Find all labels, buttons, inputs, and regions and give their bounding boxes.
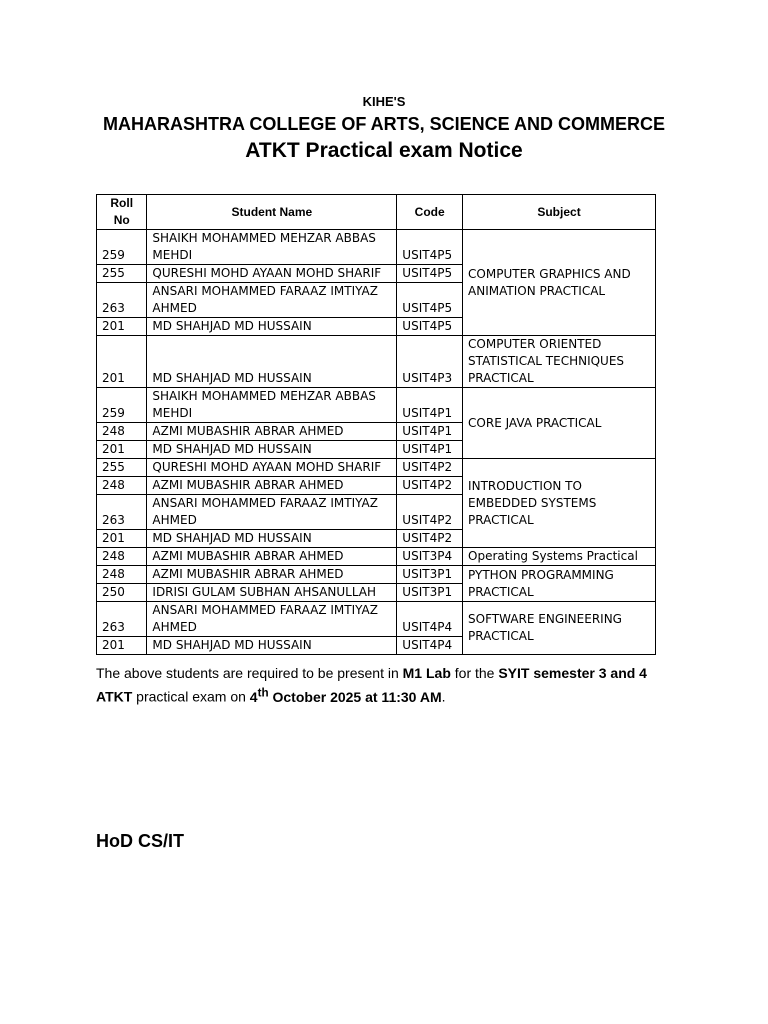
code-cell: USIT4P1 bbox=[397, 388, 463, 423]
code-cell: USIT4P5 bbox=[397, 230, 463, 265]
column-header-subject: Subject bbox=[463, 195, 656, 230]
table-row bbox=[97, 459, 656, 477]
roll-cell: 201 bbox=[97, 336, 147, 388]
name-cell: ANSARI MOHAMMED FARAAZ IMTIYAZ AHMED bbox=[147, 495, 397, 530]
subject-cell: PYTHON PROGRAMMING PRACTICAL bbox=[463, 566, 656, 602]
table-row bbox=[97, 336, 656, 388]
exam-name: SYIT semester 3 and 4 ATKT bbox=[96, 665, 647, 705]
notice-text-part: practical exam on bbox=[132, 688, 250, 705]
column-header-roll: Roll No bbox=[97, 195, 147, 230]
roll-cell: 201 bbox=[97, 441, 147, 459]
signature: HoD CS/IT bbox=[96, 831, 184, 851]
name-cell: MD SHAHJAD MD HUSSAIN bbox=[147, 336, 397, 388]
code-cell: USIT4P2 bbox=[397, 477, 463, 495]
code-cell: USIT3P1 bbox=[397, 584, 463, 602]
table-row bbox=[97, 388, 656, 423]
subject-cell: COMPUTER ORIENTED STATISTICAL TECHNIQUES PRACTICAL bbox=[463, 336, 656, 388]
roll-cell: 250 bbox=[97, 584, 147, 602]
subject-cell: CORE JAVA PRACTICAL bbox=[463, 388, 656, 459]
exam-datetime: October 2025 at 11:30 AM bbox=[268, 688, 442, 705]
institution-name: KIHE'S bbox=[362, 94, 406, 109]
table-row bbox=[97, 566, 656, 584]
roll-cell: 263 bbox=[97, 495, 147, 530]
subject-cell: Operating Systems Practical bbox=[463, 548, 656, 566]
name-cell: SHAIKH MOHAMMED MEHZAR ABBAS MEHDI bbox=[147, 230, 397, 265]
notice-paragraph bbox=[96, 663, 676, 707]
code-cell: USIT4P5 bbox=[397, 283, 463, 318]
roll-cell: 263 bbox=[97, 602, 147, 637]
roll-cell: 201 bbox=[97, 318, 147, 336]
code-cell: USIT4P2 bbox=[397, 459, 463, 477]
column-header-code: Code bbox=[397, 195, 463, 230]
college-name: MAHARASHTRA COLLEGE OF ARTS, SCIENCE AND COMMERCE bbox=[103, 114, 665, 134]
code-cell: USIT4P5 bbox=[397, 265, 463, 283]
name-cell: MD SHAHJAD MD HUSSAIN bbox=[147, 530, 397, 548]
roll-cell: 201 bbox=[97, 530, 147, 548]
code-cell: USIT4P2 bbox=[397, 530, 463, 548]
name-cell: MD SHAHJAD MD HUSSAIN bbox=[147, 441, 397, 459]
table-row bbox=[97, 602, 656, 637]
table-row bbox=[97, 548, 656, 566]
name-cell: ANSARI MOHAMMED FARAAZ IMTIYAZ AHMED bbox=[147, 602, 397, 637]
subject-cell: INTRODUCTION TO EMBEDDED SYSTEMS PRACTICAL bbox=[463, 459, 656, 548]
code-cell: USIT4P3 bbox=[397, 336, 463, 388]
code-cell: USIT4P4 bbox=[397, 637, 463, 655]
column-header-name: Student Name bbox=[147, 195, 397, 230]
roll-cell: 201 bbox=[97, 637, 147, 655]
roll-cell: 248 bbox=[97, 548, 147, 566]
code-cell: USIT4P1 bbox=[397, 423, 463, 441]
name-cell: AZMI MUBASHIR ABRAR AHMED bbox=[147, 566, 397, 584]
exam-day-suffix: th bbox=[257, 686, 269, 699]
table-header-row bbox=[97, 195, 656, 230]
code-cell: USIT3P4 bbox=[397, 548, 463, 566]
code-cell: USIT4P1 bbox=[397, 441, 463, 459]
name-cell: AZMI MUBASHIR ABRAR AHMED bbox=[147, 423, 397, 441]
roll-cell: 259 bbox=[97, 230, 147, 265]
notice-text-part: The above students are required to be present in bbox=[96, 665, 403, 681]
student-table bbox=[96, 194, 656, 655]
roll-cell: 248 bbox=[97, 423, 147, 441]
subject-cell: SOFTWARE ENGINEERING PRACTICAL bbox=[463, 602, 656, 655]
notice-text-part: . bbox=[441, 688, 446, 705]
code-cell: USIT4P4 bbox=[397, 602, 463, 637]
name-cell: IDRISI GULAM SUBHAN AHSANULLAH bbox=[147, 584, 397, 602]
name-cell: ANSARI MOHAMMED FARAAZ IMTIYAZ AHMED bbox=[147, 283, 397, 318]
notice-text-part: for the bbox=[450, 665, 499, 681]
lab-name: M1 Lab bbox=[402, 665, 451, 681]
page-title: ATKT Practical exam Notice bbox=[245, 139, 523, 162]
table-body bbox=[97, 230, 656, 655]
name-cell: MD SHAHJAD MD HUSSAIN bbox=[147, 637, 397, 655]
name-cell: SHAIKH MOHAMMED MEHZAR ABBAS MEHDI bbox=[147, 388, 397, 423]
roll-cell: 255 bbox=[97, 459, 147, 477]
name-cell: QURESHI MOHD AYAAN MOHD SHARIF bbox=[147, 459, 397, 477]
code-cell: USIT4P5 bbox=[397, 318, 463, 336]
roll-cell: 263 bbox=[97, 283, 147, 318]
exam-day: 4 bbox=[249, 688, 258, 705]
table-row bbox=[97, 230, 656, 265]
code-cell: USIT4P2 bbox=[397, 495, 463, 530]
roll-cell: 255 bbox=[97, 265, 147, 283]
name-cell: AZMI MUBASHIR ABRAR AHMED bbox=[147, 548, 397, 566]
name-cell: MD SHAHJAD MD HUSSAIN bbox=[147, 318, 397, 336]
exam-date bbox=[249, 686, 442, 705]
name-cell: QURESHI MOHD AYAAN MOHD SHARIF bbox=[147, 265, 397, 283]
roll-cell: 248 bbox=[97, 566, 147, 584]
subject-cell: COMPUTER GRAPHICS AND ANIMATION PRACTICAL bbox=[463, 230, 656, 336]
roll-cell: 248 bbox=[97, 477, 147, 495]
code-cell: USIT3P1 bbox=[397, 566, 463, 584]
name-cell: AZMI MUBASHIR ABRAR AHMED bbox=[147, 477, 397, 495]
roll-cell: 259 bbox=[97, 388, 147, 423]
